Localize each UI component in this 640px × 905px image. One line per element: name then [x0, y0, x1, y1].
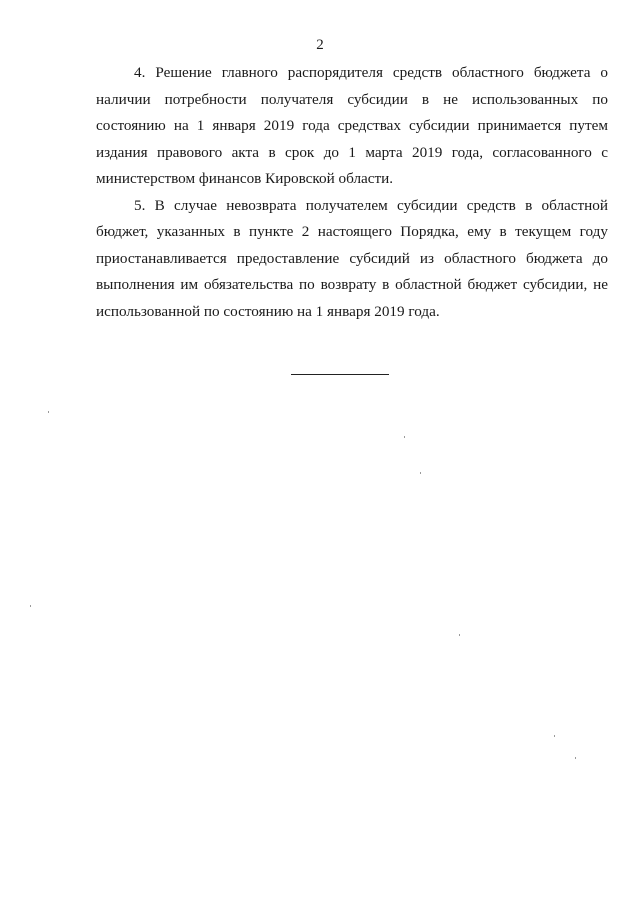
scan-speck — [420, 472, 421, 474]
scan-speck — [30, 605, 31, 607]
scan-speck — [575, 757, 576, 759]
scan-speck — [48, 411, 49, 413]
scan-speck — [404, 436, 405, 438]
paragraph-4: 4. Решение главного распорядителя средств областного бюджета о наличии потребности получателя субсидии в не использованных по состоянию на 1 января 2019 года средствах субсидии принимается путем издания правового акта в срок до 1 марта 2019 года, согласованного с министерством финансов Кировской области. — [96, 64, 608, 187]
document-body — [96, 60, 608, 325]
scan-speck — [459, 634, 460, 636]
scan-speck — [554, 735, 555, 737]
page-number: 2 — [316, 37, 324, 53]
paragraph-5: 5. В случае невозврата получателем субсидии средств в областной бюджет, указанных в пункте 2 настоящего Порядка, ему в текущем году приостанавливается предоставление субсидий из областного бюджета до выполнения им обязательства по возврату в областной бюджет субсидии, не использованной по состоянию на 1 января 2019 года. — [96, 196, 608, 320]
closing-rule — [291, 374, 389, 375]
